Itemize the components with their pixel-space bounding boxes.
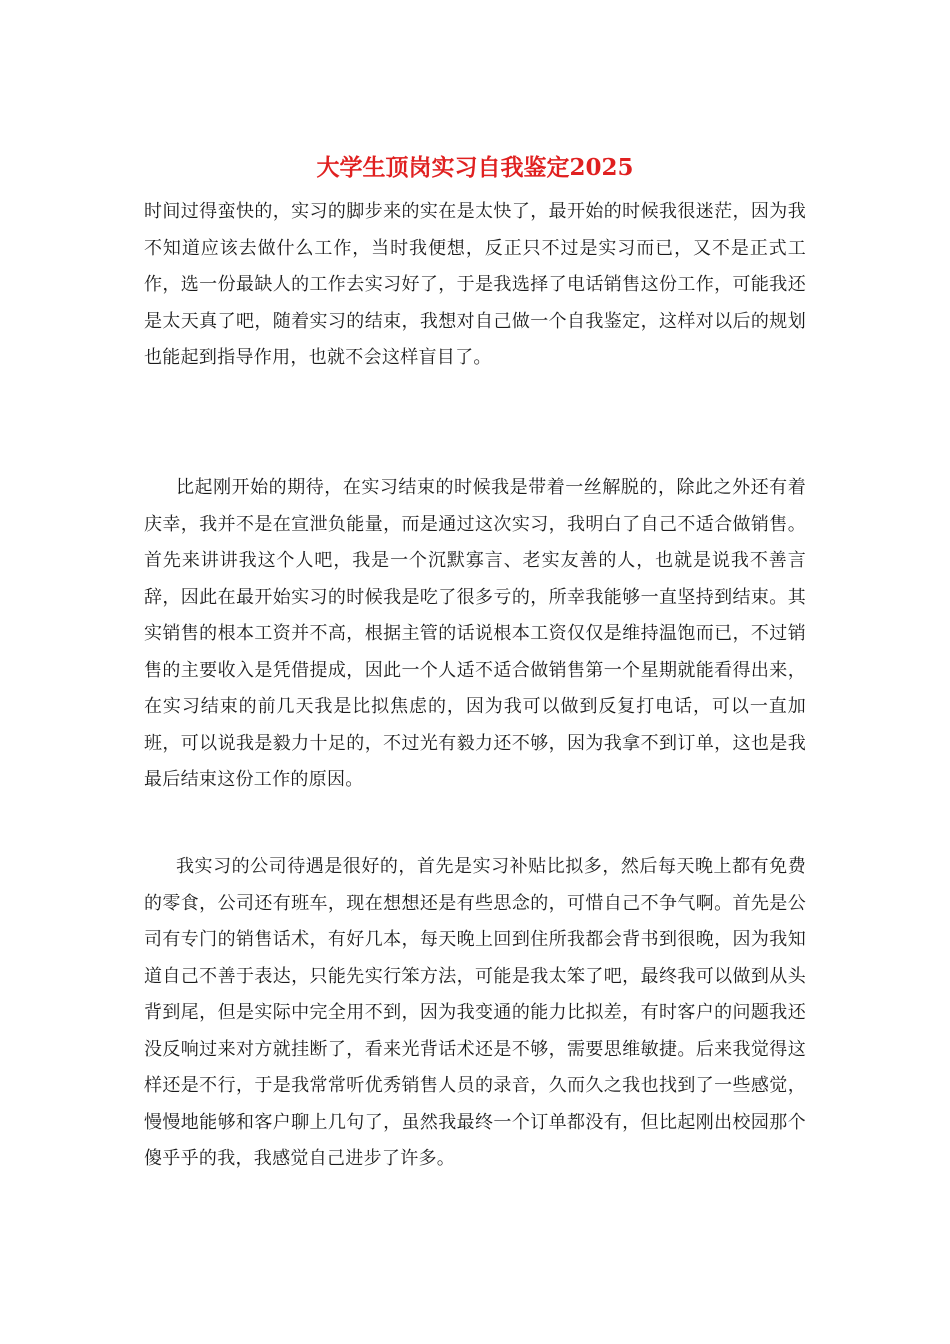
- document-title: 大学生顶岗实习自我鉴定2025: [316, 154, 634, 181]
- paragraph-1: 时间过得蛮快的，实习的脚步来的实在是太快了，最开始的时候我很迷茫，因为我不知道应该去做什么工作，当时我便想，反正只不过是实习而已，又不是正式工作，选一份最缺人的工作去实习好了，于是我选择了电话销售这份工作，可能我还是太天真了吧，随着实习的结束，我想对自己做一个自我鉴定，这样对以后的规划也能起到指导作用，也就不会这样盲目了。: [144, 201, 806, 368]
- paragraph-2: 比起刚开始的期待，在实习结束的时候我是带着一丝解脱的，除此之外还有着庆幸，我并不是在宣泄负能量，而是通过这次实习，我明白了自己不适合做销售。首先来讲讲我这个人吧，我是一个沉默寡言、老实友善的人，也就是说我不善言辞，因此在最开始实习的时候我是吃了很多亏的，所幸我能够一直坚持到结束。其实销售的根本工资并不高，根据主管的话说根本工资仅仅是维持温饱而已，不过销售的主要收入是凭借提成，因此一个人适不适合做销售第一个星期就能看得出来，在实习结束的前几天我是比拟焦虑的，因为我可以做到反复打电话，可以一直加班，可以说我是毅力十足的，不过光有毅力还不够，因为我拿不到订单，这也是我最后结束这份工作的原因。: [144, 477, 806, 790]
- paragraph-3: 我实习的公司待遇是很好的，首先是实习补贴比拟多，然后每天晚上都有免费的零食，公司还有班车，现在想想还是有些思念的，可惜自己不争气啊。首先是公司有专门的销售话术，有好几本，每天晚上回到住所我都会背书到很晚，因为我知道自己不善于表达，只能先实行笨方法，可能是我太笨了吧，最终我可以做到从头背到尾，但是实际中完全用不到，因为我变通的能力比拟差，有时客户的问题我还没反响过来对方就挂断了，看来光背话术还是不够，需要思维敏捷。后来我觉得这样还是不行，于是我常常听优秀销售人员的录音，久而久之我也找到了一些感觉，慢慢地能够和客户聊上几句了，虽然我最终一个订单都没有，但比起刚出校园那个傻乎乎的我，我感觉自己进步了许多。: [144, 856, 806, 1169]
